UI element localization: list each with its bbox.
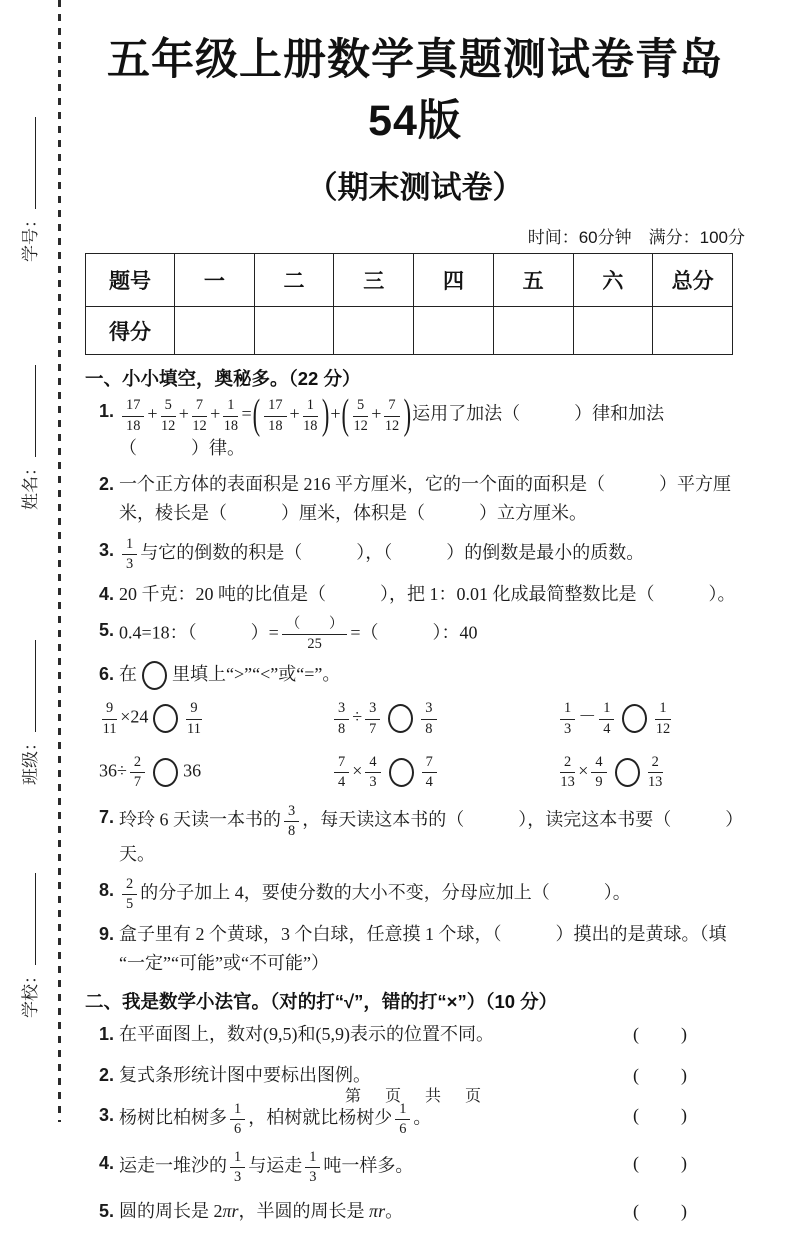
fraction-numerator: 1 [395,1101,410,1121]
fraction [655,700,670,737]
school-label [16,873,41,1018]
fraction-numerator: 17 [264,397,286,417]
answer-brackets: ( ) [633,1152,689,1173]
fraction-numerator: 1 [560,700,575,720]
fraction [122,876,137,913]
score-table-header-cell: 五 [493,254,573,307]
question-number: 8. [99,879,115,900]
score-cell-empty [414,307,494,355]
fraction-numerator: （ ） [282,616,348,636]
binding-dashed-line [58,0,61,1122]
fraction-denominator: 4 [425,774,433,791]
big-parenthesis: ) [321,390,330,438]
question [85,876,745,913]
question [85,1197,745,1226]
question-number: 2. [99,1064,115,1085]
comparison-circle [142,661,167,690]
fraction [334,700,349,737]
fraction-numerator: 1 [655,700,670,720]
fraction-numerator: 5 [353,397,368,417]
question-number: 4. [99,1152,115,1173]
question [85,1020,745,1049]
fraction-numerator: 7 [334,754,349,774]
sidebar-label-text: 学号： [21,211,40,262]
fraction [422,754,437,791]
section [85,365,745,978]
question-text: $\frac{17}{18}$ + $\frac{5}{12}$ + $\frac{7}{12}$ + $\frac{1}{18}$ =( $\frac{17}{18}$ + $\frac{1}{18}$ )+( $\frac{5}{12}$ + $\frac{7}{12}$ )运用了加法（ ）律和加法 （ ）律。 [119,390,665,459]
fraction [384,397,399,434]
question-number: 9. [99,924,115,945]
question-number: 2. [99,474,115,495]
question-text: 20 千克：20 吨的比值是（ ），把 1：0.01 化成最简整数比是（ ）。 [119,583,736,604]
fraction-denominator: 8 [338,720,346,737]
fraction-denominator: 3 [369,774,377,791]
fraction-denominator: 18 [268,417,283,434]
score-cell-empty [334,307,414,355]
question [85,470,745,528]
question [85,1101,745,1138]
fraction-denominator: 13 [560,774,575,791]
question [85,920,745,978]
score-table-header-cell: 一 [175,254,255,307]
fraction [648,754,663,791]
fraction-denominator: 8 [288,823,296,840]
fraction-numerator: 1 [599,700,614,720]
student-number-label [16,117,41,262]
exam-meta: 时间：60分钟 满分：100分 [527,228,745,247]
question-text: $\frac{1}{3}$ 与它的倒数的积是（ ），（ ）的倒数是最小的质数。 [119,536,745,573]
fraction-numerator: 2 [122,876,137,896]
fraction-denominator: 5 [126,896,134,913]
question-text: 0.4=18：（ ）= $\frac{( )}{25}$ =（ ）：40 [119,615,478,653]
fraction-denominator: 3 [564,720,572,737]
fraction [282,616,348,653]
test-paper-page [85,0,745,1237]
fraction [264,397,286,434]
fraction-numerator: 1 [122,536,137,556]
page-subtitle: （期末测试卷） [306,170,524,205]
fraction-denominator: 18 [223,417,239,434]
score-row-label: 得分 [86,307,175,355]
fraction [560,700,575,737]
score-cell-empty [493,307,573,355]
score-table-header-cell: 二 [254,254,334,307]
fraction [223,397,238,434]
score-cell-empty [653,307,733,355]
question-number: 6. [99,664,115,684]
score-table-header-cell: 四 [414,254,494,307]
fraction-denominator: 8 [425,720,433,737]
comparison-item: 36÷ $\frac{2}{7}$ 36 [99,753,202,791]
fraction-denominator: 7 [369,720,377,737]
fraction [599,700,614,737]
fraction-denominator: 13 [647,774,663,791]
fraction-denominator: 12 [353,417,368,434]
fraction-denominator: 3 [234,1169,242,1186]
question [85,616,745,653]
question-number: 3. [99,1104,115,1125]
comparison-circle [615,758,640,787]
big-parenthesis: ) [403,390,412,438]
fraction-denominator: 12 [160,417,176,434]
fraction [421,700,436,737]
question-text: 一个正方体的表面积是 216 平方厘米，它的一个面的面积是（ ）平方厘 米，棱长是（ ）厘米，体积是（ ）立方厘米。 [119,474,732,524]
big-parenthesis: ( [252,390,261,438]
fraction-numerator: 7 [192,397,207,417]
question [85,390,745,463]
fraction [365,700,380,737]
fraction [365,754,380,791]
question-text: 在 里填上“>”“<”或“=”。 [119,660,745,690]
fraction-denominator: 12 [655,720,671,737]
write-in-line [18,640,36,732]
math-variable: πr [222,1200,239,1221]
fraction-denominator: 7 [133,774,142,791]
write-in-line [18,873,36,965]
fraction-numerator: 1 [230,1149,245,1169]
sidebar-label-text: 学校： [21,967,40,1018]
fraction-numerator: 2 [560,754,575,774]
comparison-circle [389,758,414,787]
comparison-circle [622,704,647,733]
fraction-denominator: 3 [126,556,134,573]
comparison-circle [153,758,178,787]
question-number: 1. [99,401,115,421]
fraction-denominator: 12 [192,417,207,434]
fraction-numerator: 7 [384,397,399,417]
comparison-grid [85,700,745,790]
fraction [122,536,137,573]
fraction-numerator: 17 [122,397,144,417]
fraction [305,1149,320,1186]
score-table-header-cell: 六 [573,254,653,307]
fraction-numerator: 9 [186,700,201,720]
fraction [560,754,575,791]
score-table-header-cell: 三 [334,254,414,307]
question-text: 运走一堆沙的 $\frac{1}{3}$ 与运走 $\frac{1}{3}$ 吨一样多。 [119,1148,414,1186]
fraction-numerator: 3 [334,700,349,720]
score-cell-empty [175,307,255,355]
fraction-denominator: 6 [234,1121,242,1138]
fraction-denominator: 12 [384,417,400,434]
comparison-item: $\frac{2}{13}$ × $\frac{4}{9}$ $\frac{2}{13}$ [560,753,663,791]
fraction-numerator: 2 [648,754,663,774]
question-text: 盒子里有 2 个黄球，3 个白球，任意摸 1 个球，（ ）摸出的是黄球。（填 “一定”“可能”或“不可能”） [119,924,727,974]
page-footer: 第 页 共 页 [344,1088,485,1105]
fraction [192,397,207,434]
question-number: 3. [99,539,115,560]
fraction [102,700,117,737]
fraction-denominator: 3 [309,1169,317,1186]
comparison-item: $\frac{9}{11}$ ×24 $\frac{9}{11}$ [102,700,201,737]
answer-brackets: ( ) [633,1104,689,1125]
fraction-denominator: 4 [338,774,346,791]
fraction-denominator: 18 [126,417,141,434]
comparison-item: $\frac{1}{3}$ － $\frac{1}{4}$ $\frac{1}{12}$ [557,700,745,737]
fraction-numerator: 1 [305,1149,320,1169]
question-text: 在平面图上，数对(9,5)和(5,9)表示的位置不同。 [119,1024,494,1045]
question-text: 复式条形统计图中要标出图例。 [119,1064,372,1085]
fraction-numerator: 9 [102,700,117,720]
comparison-circle [153,704,178,733]
fraction [395,1101,410,1138]
fraction-numerator: 7 [422,754,437,774]
question [85,803,745,869]
big-parenthesis: ( [341,390,350,438]
fraction [591,754,606,791]
sidebar-label-text: 姓名： [21,459,40,510]
class-label [16,640,41,785]
fraction [230,1149,245,1186]
fraction [353,397,368,434]
score-table [85,253,733,355]
score-cell-empty [254,307,334,355]
sidebar-label-text: 班级： [21,734,40,785]
fraction-denominator: 4 [603,720,611,737]
question-text: 圆的周长是 2πr，半圆的周长是 πr。 [119,1200,404,1221]
question-number: 5. [99,619,115,640]
math-variable: πr [369,1200,386,1221]
answer-brackets: ( ) [633,1064,689,1085]
student-name-label [16,365,41,510]
fraction-numerator: 1 [223,397,238,417]
fraction-numerator: 5 [161,397,176,417]
question-text: 杨树比柏树多 $\frac{1}{6}$ ，柏树就比杨树少 $\frac{1}{6}$ 。 [119,1100,432,1138]
score-table-header-cell: 题号 [86,254,175,307]
fraction [130,754,145,791]
fraction-denominator: 18 [303,417,318,434]
fraction [284,803,299,840]
write-in-line [18,117,36,209]
question-number: 1. [99,1024,115,1045]
section-heading: 一、小小填空，奥秘多。（22 分） [85,368,361,389]
write-in-line [18,365,36,457]
fraction-numerator: 3 [365,700,380,720]
fraction-denominator: 25 [307,636,322,653]
section-heading: 二、我是数学小法官。（对的打“√”，错的打“×”）（10 分） [85,991,558,1013]
fraction [186,700,201,737]
question-number: 4. [99,583,115,604]
fraction-numerator: 4 [591,754,606,774]
fraction [334,754,349,791]
fraction [303,397,318,434]
fraction-denominator: 11 [102,720,117,737]
question-text: $\frac{2}{5}$ 的分子加上 4，要使分数的大小不变，分母应加上（ ）。 [119,876,745,913]
fraction-denominator: 6 [399,1121,407,1138]
fraction-numerator: 3 [284,803,299,823]
fraction-numerator: 1 [230,1101,245,1121]
fraction-denominator: 11 [187,720,201,737]
question-number: 5. [99,1200,115,1221]
fraction-numerator: 4 [365,754,380,774]
fraction-numerator: 1 [303,397,318,417]
answer-brackets: ( ) [633,1200,689,1221]
page-title: 五年级上册数学真题测试卷青岛54版 [107,36,723,145]
comparison-circle [388,704,413,733]
score-cell-empty [573,307,653,355]
section [85,988,745,1226]
score-table-header-cell: 总分 [653,254,733,307]
comparison-item: $\frac{3}{8}$ ÷ $\frac{3}{7}$ $\frac{3}{8}$ [331,700,557,737]
comparison-item: $\frac{7}{4}$ × $\frac{4}{3}$ $\frac{7}{4}$ [331,754,557,791]
fraction-denominator: 9 [595,774,603,791]
question [85,660,745,690]
answer-brackets: ( ) [633,1024,689,1045]
question [85,536,745,573]
question-number: 7. [99,806,115,827]
fraction-numerator: 2 [130,754,145,774]
fraction-numerator: 3 [421,700,436,720]
fraction [122,397,144,434]
question [85,580,745,609]
question [85,1149,745,1186]
fraction [230,1101,245,1138]
question-text: 玲玲 6 天读一本书的 $\frac{3}{8}$ ，每天读这本书的（ ），读完这本书要（ ）天。 [119,802,744,864]
fraction [161,397,176,434]
